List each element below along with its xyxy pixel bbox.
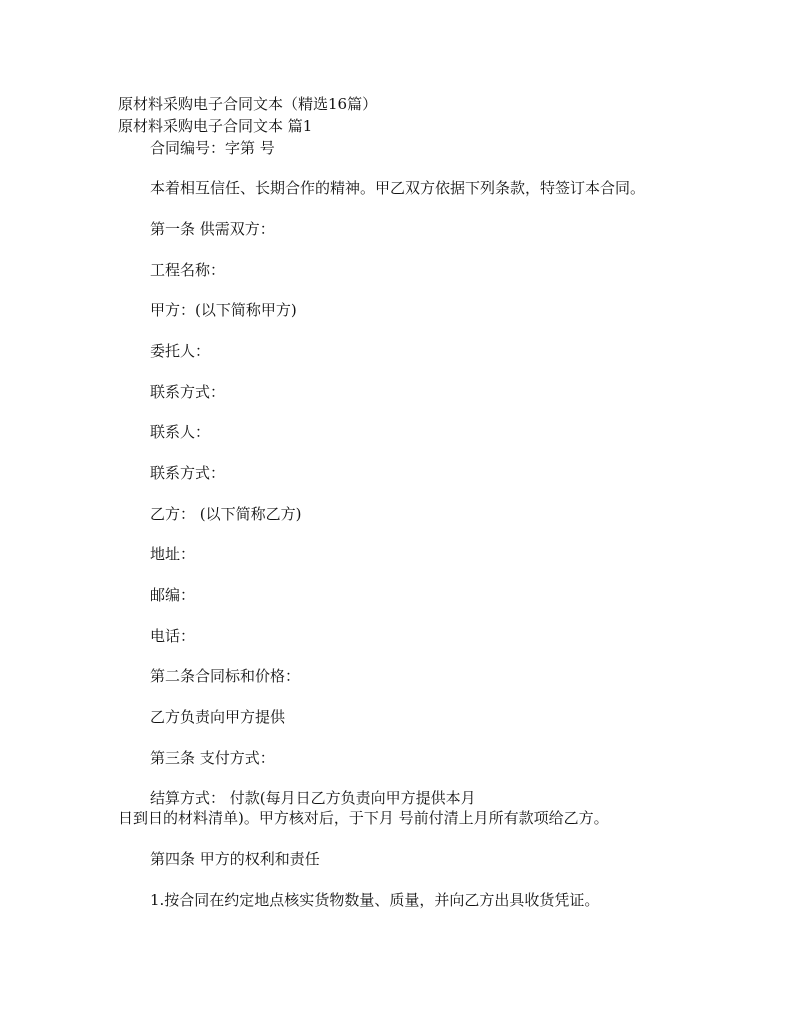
document-subtitle: 原材料采购电子合同文本 篇1	[118, 117, 313, 135]
settlement-line-2: 日到日的材料清单)。甲方核对后，于下月 号前付清上月所有款项给乙方。	[118, 809, 609, 827]
clause-one-paragraph: 1.按合同在约定地点核实货物数量、质量，并向乙方出具收货凭证。	[150, 891, 600, 909]
contact-method-field: 联系方式：	[150, 383, 226, 401]
project-name-field: 工程名称：	[150, 261, 226, 279]
phone-field: 电话：	[150, 627, 196, 645]
document-title: 原材料采购电子合同文本（精选16篇）	[118, 95, 378, 113]
party-b-field: 乙方： (以下简称乙方)	[150, 505, 302, 523]
contact-person-field: 联系人：	[150, 423, 211, 441]
article-three-heading: 第三条 支付方式：	[150, 749, 275, 767]
article-one-heading: 第一条 供需双方：	[150, 220, 275, 238]
postcode-field: 邮编：	[150, 586, 196, 604]
address-field: 地址：	[150, 545, 196, 563]
principal-field: 委托人：	[150, 342, 211, 360]
article-four-heading: 第四条 甲方的权利和责任	[150, 850, 320, 868]
preamble-paragraph: 本着相互信任、长期合作的精神。甲乙双方依据下列条款，特签订本合同。	[150, 179, 646, 197]
contract-number: 合同编号：字第 号	[150, 139, 275, 157]
supply-paragraph: 乙方负责向甲方提供	[150, 708, 286, 726]
article-two-heading: 第二条合同标和价格：	[150, 667, 301, 685]
settlement-line-1: 结算方式： 付款(每月日乙方负责向甲方提供本月	[150, 789, 476, 807]
party-a-field: 甲方：(以下简称甲方)	[150, 301, 297, 319]
contact-method-field-2: 联系方式：	[150, 464, 226, 482]
